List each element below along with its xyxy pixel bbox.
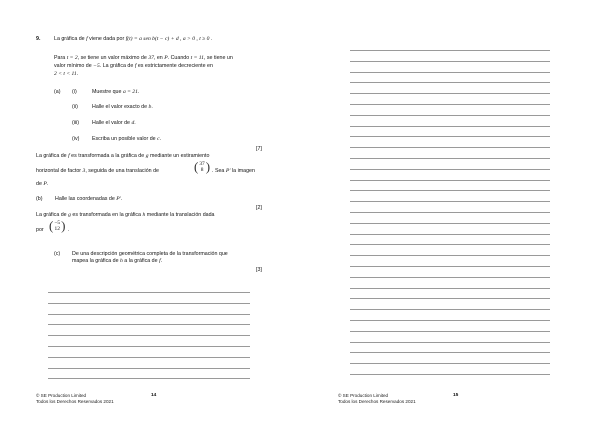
translation-vector-g: ( 37 8 ) [194, 159, 211, 174]
part-c-marks: [3] [256, 267, 262, 273]
page-number-left: 14 [151, 393, 157, 398]
footer-rights-right: Todos los Derechos Reservados 2021 [338, 399, 416, 404]
transform-g-line2b: . Sea P′ la imagen [212, 168, 255, 174]
answer-line [48, 368, 250, 369]
translation-vector-h: ( −5 12 ) [49, 218, 66, 233]
answer-line [350, 298, 550, 299]
answer-line [350, 126, 550, 127]
answer-line [350, 115, 550, 116]
answer-line [350, 212, 550, 213]
part-a-iii-text: Halle el valor de d. [92, 120, 136, 126]
answer-line [350, 331, 550, 332]
vector-g-bottom: 8 [200, 166, 204, 173]
answer-line [350, 234, 550, 235]
right-page [300, 0, 600, 424]
question-para-line3: 2 < t < 11. [54, 71, 79, 77]
part-c-line1: De una descripción geométrica completa de la transformación que [72, 251, 228, 257]
page-number-right: 15 [453, 393, 459, 398]
answer-line [350, 158, 550, 159]
answer-line [350, 277, 550, 278]
answer-line [350, 50, 550, 51]
question-para-line1: Para t = 2, se tiene un valor máximo de 37, en P. Cuando t = 11, se tiene un [54, 55, 233, 61]
answer-line [350, 266, 550, 267]
part-a-i-label: (i) [72, 89, 77, 95]
answer-line [350, 180, 550, 181]
answer-line [48, 314, 250, 315]
answer-line [350, 320, 550, 321]
answer-line [48, 346, 250, 347]
vector-g-top: 37 [199, 160, 205, 167]
answer-line [350, 342, 550, 343]
answer-line [350, 374, 550, 375]
answer-line [350, 309, 550, 310]
answer-line [350, 190, 550, 191]
part-b-label: (b) [36, 196, 43, 202]
footer-rights-left: Todos los Derechos Reservados 2021 [36, 399, 114, 404]
answer-line [350, 104, 550, 105]
transform-g-line2a: horizontal de factor 3, seguida de una translación de [36, 168, 159, 174]
transform-h-line1: La gráfica de g es transformada en la gráfica h mediante la translación dada [36, 212, 215, 218]
answer-line [48, 303, 250, 304]
part-a-i-text: Muestre que a = 21. [92, 89, 140, 95]
part-b-text: Halle las coordenadas de P′. [55, 196, 123, 202]
answer-line [350, 147, 550, 148]
answer-line [350, 223, 550, 224]
answer-line [48, 324, 250, 325]
footer-copyright-right: © SE Production Limited [338, 393, 389, 398]
question-intro: La gráfica de f viene dada por f(t) = a sen b(t − c) + d , a > 0 , t ≥ 0 . [54, 36, 213, 42]
answer-line [350, 201, 550, 202]
answer-line [350, 82, 550, 83]
answer-line [350, 61, 550, 62]
question-para-line2: valor mínimo de −5. La gráfica de f es estrictamente decreciente en [54, 63, 213, 69]
part-a-iv-text: Escriba un posible valor de c. [92, 136, 162, 142]
part-c-line2: mapea la gráfica de h a la gráfica de f. [72, 258, 163, 264]
answer-line [48, 335, 250, 336]
answer-line [350, 136, 550, 137]
answer-line [48, 357, 250, 358]
transform-g-line3: de P. [36, 181, 49, 187]
vector-h-top: −5 [54, 219, 61, 226]
answer-line [350, 72, 550, 73]
part-a-iv-label: (iv) [72, 136, 80, 142]
answer-line [350, 255, 550, 256]
part-b-marks: [2] [256, 205, 262, 211]
answer-line [48, 378, 250, 379]
footer-copyright-left: © SE Production Limited [36, 393, 87, 398]
answer-line [48, 292, 250, 293]
answer-line [350, 93, 550, 94]
transform-h-end: . [68, 227, 70, 233]
part-c-label: (c) [54, 251, 61, 257]
transform-h-por: por [36, 227, 44, 233]
answer-line [350, 169, 550, 170]
part-a-label: (a) [54, 89, 61, 95]
transform-g-line1: La gráfica de f es transformada a la gráfica de g mediante un estiramiento [36, 153, 210, 159]
answer-line [350, 244, 550, 245]
vector-h-bottom: 12 [54, 225, 60, 232]
answer-line [350, 288, 550, 289]
question-number: 9. [36, 36, 41, 42]
part-a-iii-label: (iii) [72, 120, 80, 126]
part-a-ii-text: Halle el valor exacto de b. [92, 104, 153, 110]
answer-line [350, 363, 550, 364]
answer-line [350, 352, 550, 353]
part-a-ii-label: (ii) [72, 104, 78, 110]
part-a-marks: [7] [256, 146, 262, 152]
